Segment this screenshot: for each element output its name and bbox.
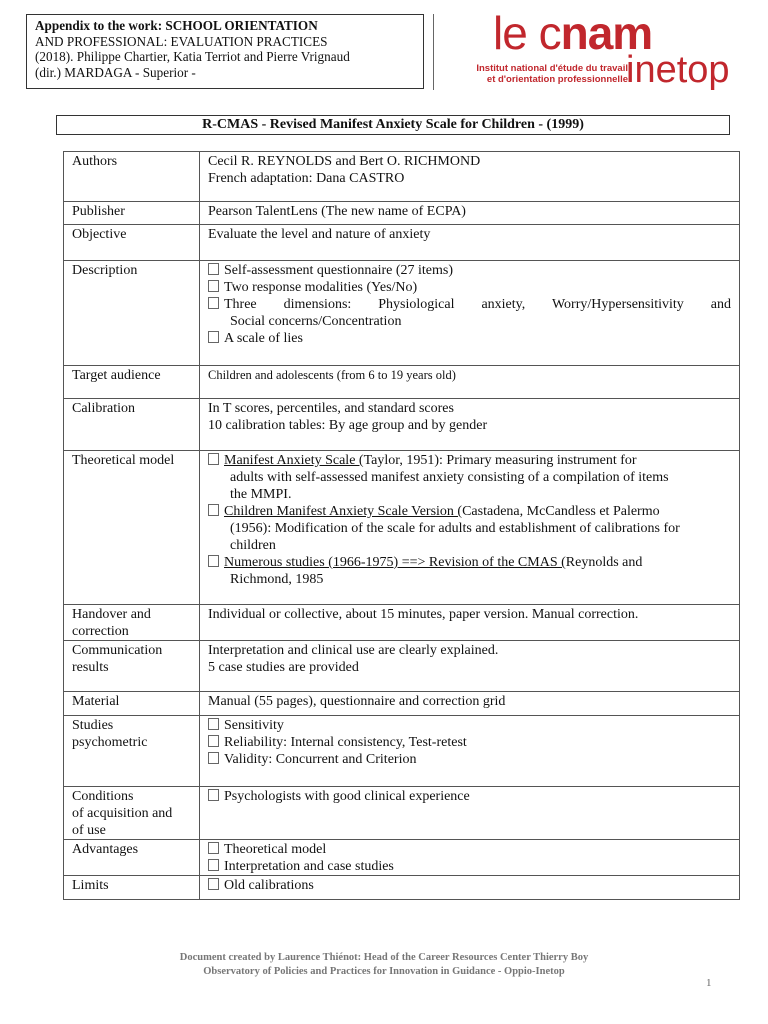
table-row-objective: Objective Evaluate the level and nature of anxiety xyxy=(64,225,740,261)
table-row-theoretical-model: Theoretical model Manifest Anxiety Scale (Taylor, 1951): Primary measuring instrument for adults with self-assessed manifest anxiety consisting of a compilation of items the MMPI. Children Manifest Anxiety Scale Version (Castadena, McCandless et Palermo (1956): Modification of the scale for adults and establishment of calibrations for children Numerous studies (1966-1975) ==> Revision of the CMAS (Reynolds and Richmond, 1985 xyxy=(64,451,740,605)
footer-line-1: Document created by Laurence Thiénot: Head of the Career Resources Center Thierry Boy xyxy=(179,952,589,963)
citation-box xyxy=(26,14,424,89)
citation-line-3: (2018). Philippe Chartier, Katia Terriot and Pierre Vrignaud xyxy=(35,49,350,64)
list-item: Validity: Concurrent and Criterion xyxy=(208,751,731,768)
checkbox-icon xyxy=(208,878,219,890)
checkbox-icon xyxy=(208,263,219,275)
checkbox-icon xyxy=(208,735,219,747)
table-row-communication: Communication results Interpretation and clinical use are clearly explained. 5 case studies are provided xyxy=(64,641,740,692)
table-row-calibration: Calibration In T scores, percentiles, and standard scores 10 calibration tables: By age group and by gender xyxy=(64,399,740,451)
list-item: Children Manifest Anxiety Scale Version (Castadena, McCandless et Palermo xyxy=(208,503,731,520)
checkbox-icon xyxy=(208,752,219,764)
citation-line-4: (dir.) MARDAGA - Superior - xyxy=(35,64,196,80)
logo-inetop: inetop xyxy=(626,49,730,91)
list-item: Old calibrations xyxy=(208,877,731,894)
checkbox-icon xyxy=(208,718,219,730)
page-number: 1 xyxy=(706,977,712,989)
row-value: Cecil R. REYNOLDS and Bert O. RICHMOND French adaptation: Dana CASTRO xyxy=(200,152,740,202)
list-item: Sensitivity xyxy=(208,717,731,734)
list-item: Three dimensions: Physiological anxiety, Worry/Hypersensitivity and xyxy=(208,296,731,313)
list-item: Interpretation and case studies xyxy=(208,858,731,875)
table-row-material: Material Manual (55 pages), questionnaire and correction grid xyxy=(64,692,740,716)
checkbox-icon xyxy=(208,789,219,801)
table-row-studies: Studies psychometric Sensitivity Reliability: Internal consistency, Test-retest Validity: Concurrent and Criterion xyxy=(64,716,740,787)
checkbox-icon xyxy=(208,280,219,292)
list-item: Manifest Anxiety Scale (Taylor, 1951): Primary measuring instrument for xyxy=(208,452,731,469)
list-item: Self-assessment questionnaire (27 items) xyxy=(208,262,731,279)
checkbox-icon xyxy=(208,842,219,854)
table-row-advantages: Advantages Theoretical model Interpretation and case studies xyxy=(64,840,740,876)
checkbox-icon xyxy=(208,297,219,309)
checkbox-icon xyxy=(208,859,219,871)
table-row-description: Description Self-assessment questionnaire (27 items) Two response modalities (Yes/No) Three dimensions: Physiological anxiety, Worry/Hypersensitivity and Social concerns/Concentration A scale of lies xyxy=(64,261,740,366)
list-item: Psychologists with good clinical experience xyxy=(208,788,731,805)
checkbox-icon xyxy=(208,555,219,567)
list-item: Two response modalities (Yes/No) xyxy=(208,279,731,296)
list-item: A scale of lies xyxy=(208,330,731,347)
cnam-inetop-logo xyxy=(436,7,736,92)
row-label: Authors xyxy=(64,152,200,202)
table-row-conditions: Conditions of acquisition and of use Psychologists with good clinical experience xyxy=(64,787,740,840)
citation-line-2: AND PROFESSIONAL: EVALUATION PRACTICES xyxy=(35,33,328,49)
checkbox-icon xyxy=(208,504,219,516)
table-row-target-audience: Target audience Children and adolescents (from 6 to 19 years old) xyxy=(64,366,740,399)
document-title: R-CMAS - Revised Manifest Anxiety Scale for Children - (1999) xyxy=(56,115,730,135)
footer-line-2: Observatory of Policies and Practices for Innovation in Guidance - Oppio-Inetop xyxy=(203,966,565,977)
logo-subtitle: Institut national d'étude du travail et d'orientation professionnelle xyxy=(476,63,628,85)
table-row-handover: Handover and correction Individual or collective, about 15 minutes, paper version. Manual correction. xyxy=(64,605,740,641)
table-row-publisher: Publisher Pearson TalentLens (The new name of ECPA) xyxy=(64,202,740,225)
header-divider xyxy=(433,14,434,90)
test-info-table xyxy=(63,151,740,900)
table-row-authors xyxy=(64,152,740,202)
list-item: Reliability: Internal consistency, Test-retest xyxy=(208,734,731,751)
table-row-limits: Limits Old calibrations xyxy=(64,876,740,900)
checkbox-icon xyxy=(208,453,219,465)
list-item: Theoretical model xyxy=(208,841,731,858)
page-footer xyxy=(0,951,768,979)
logo-lecnam: le cnam xyxy=(493,7,653,59)
checkbox-icon xyxy=(208,331,219,343)
citation-line-1: Appendix to the work: SCHOOL ORIENTATION xyxy=(35,18,318,33)
list-item: Numerous studies (1966-1975) ==> Revision of the CMAS (Reynolds and xyxy=(208,554,731,571)
